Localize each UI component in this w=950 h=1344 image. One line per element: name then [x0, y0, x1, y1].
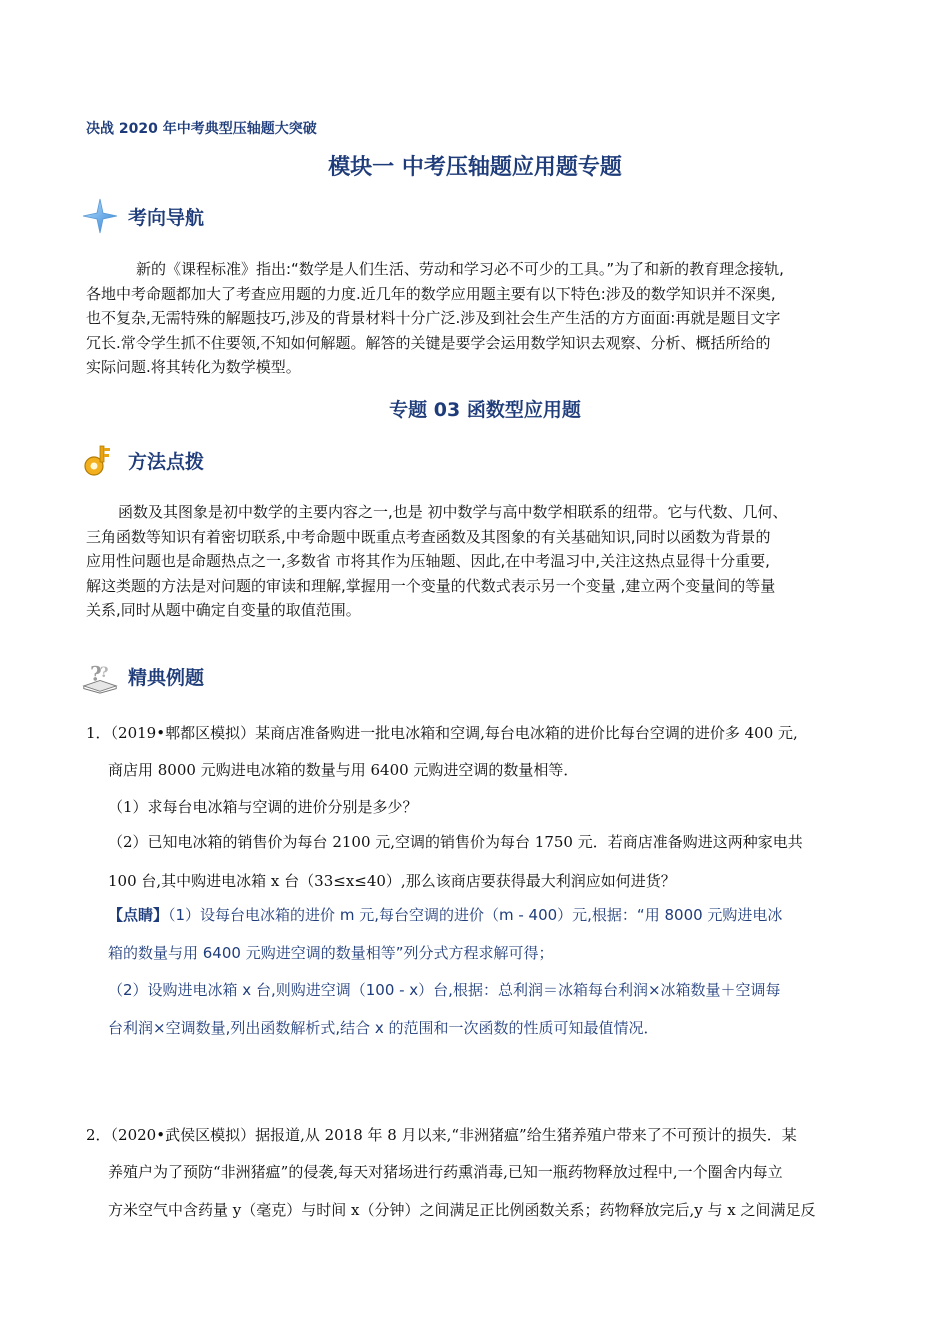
svg-text:?: ? — [100, 663, 109, 681]
paragraph-line: 冗长.常令学生抓不住要领,不知如何解题。解答的关键是要学会运用数学知识去观察、分析、概括所给的 — [86, 333, 771, 352]
hint-line: 台利润×空调数量,列出函数解析式,结合 x 的范围和一次函数的性质可知最值情况． — [108, 1019, 659, 1037]
problem-text-line: 2．（2020•武侯区模拟）据报道,从 2018 年 8 月以来,“非洲猪瘟”给生猪养殖户带来了不可预计的损失．某 — [86, 1126, 797, 1144]
hint-line: 箱的数量与用 6400 元购进空调的数量相等”列分式方程求解可得； — [108, 944, 554, 962]
paragraph-line: 实际问题.将其转化为数学模型。 — [86, 358, 301, 376]
hint-tag: 【点睛】 — [108, 906, 169, 924]
problem-text-line: 方米空气中含药量 y（毫克）与时间 x（分钟）之间满足正比例函数关系；药物释放完后,y 与 x 之间满足反 — [108, 1201, 816, 1219]
key-icon — [82, 442, 118, 478]
section-heading-examples — [82, 656, 204, 696]
topic-title: 专题 03 函数型应用题 — [389, 399, 581, 421]
sub-question-1: （1）求每台电冰箱与空调的进价分别是多少？ — [108, 798, 418, 816]
paragraph-line: 各地中考命题都加大了考查应用题的力度.近几年的数学应用题主要有以下特色:涉及的数学知识并不深奥, — [86, 284, 776, 303]
problem-2 — [86, 1124, 876, 1234]
guidance-paragraph — [86, 257, 866, 380]
problem-1 — [86, 718, 876, 1048]
section-label: 精典例题 — [128, 666, 205, 689]
method-paragraph — [86, 500, 866, 623]
problem-text-line: 1．（2019•郫都区模拟）某商店准备购进一批电冰箱和空调,每台电冰箱的进价比每台空调的进价多 400 元, — [86, 724, 798, 742]
star-icon — [82, 198, 118, 234]
section-heading-guidance — [82, 196, 204, 236]
section-heading-method — [82, 440, 204, 480]
paragraph-line: 解这类题的方法是对问题的审读和理解,掌握用一个变量的代数式表示另一个变量 ,建立两个变量间的等量 — [86, 576, 776, 595]
paragraph-line: 也不复杂,无需特殊的解题技巧,涉及的背景材料十分广泛.涉及到社会生产生活的方方面面:再就是题目文字 — [86, 309, 781, 327]
paragraph-line: 关系,同时从题中确定自变量的取值范围。 — [86, 601, 361, 619]
problem-text-line: 100 台,其中购进电冰箱 x 台（33≤x≤40）,那么该商店要获得最大利润应如何进货？ — [108, 872, 676, 890]
svg-text:?: ? — [90, 661, 102, 686]
module-title: 模块一 中考压轴题应用题专题 — [328, 155, 622, 180]
problem-text-line: 养殖户为了预防“非洲猪瘟”的侵袭,每天对猪场进行药熏消毒,已知一瓶药物释放过程中,一个圈舍内每立 — [108, 1163, 783, 1181]
section-label: 方法点拨 — [128, 450, 205, 473]
section-label: 考向导航 — [128, 206, 205, 229]
paragraph-line: 新的《课程标准》指出:“数学是人们生活、劳动和学习必不可少的工具。”为了和新的教育理念接轨, — [136, 260, 784, 278]
series-title: 决战 2020 年中考典型压轴题大突破 — [86, 121, 317, 137]
hint-line — [108, 904, 782, 925]
problem-text-line: 商店用 8000 元购进电冰箱的数量与用 6400 元购进空调的数量相等． — [108, 761, 579, 779]
sub-question-2: （2）已知电冰箱的销售价为每台 2100 元,空调的销售价为每台 1750 元．若商店准备购进这两种家电共 — [108, 833, 803, 851]
book-question-icon — [82, 658, 118, 694]
paragraph-line: 应用性问题也是命题热点之一,多数省 市将其作为压轴题、因此,在中考温习中,关注这热点显得十分重要, — [86, 552, 770, 570]
paragraph-line: 函数及其图象是初中数学的主要内容之一,也是 初中数学与高中数学相联系的纽带。它与代数、几何、 — [118, 503, 788, 521]
paragraph-line: 三角函数等知识有着密切联系,中考命题中既重点考查函数及其图象的有关基础知识,同时以函数为背景的 — [86, 527, 771, 546]
hint-text: （1）设每台电冰箱的进价 m 元,每台空调的进价（m - 400）元,根据：“用 8000 元购进电冰 — [168, 906, 783, 924]
hint-line: （2）设购进电冰箱 x 台,则购进空调（100 - x）台,根据：总利润＝冰箱每台利润×冰箱数量＋空调每 — [108, 981, 781, 999]
